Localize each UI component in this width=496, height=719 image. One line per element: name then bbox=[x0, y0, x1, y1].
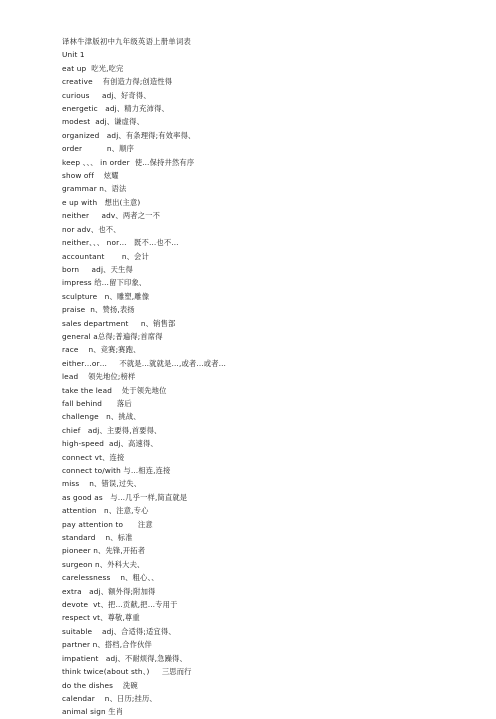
vocab-entry: as good as 与…几乎一样,简直就是 bbox=[62, 492, 188, 502]
vocab-entry: sales department n、销售部 bbox=[62, 318, 176, 328]
vocab-entry: creative 有创造力得;创造性得 bbox=[62, 77, 173, 87]
vocab-entry: born adj、天生得 bbox=[62, 264, 133, 274]
vocab-entry: impress 给…留下印象、 bbox=[62, 278, 147, 288]
vocab-entry: order n、顺序 bbox=[62, 144, 135, 154]
vocab-entry: challenge n、挑战、 bbox=[62, 412, 141, 422]
vocab-entry: animal sign 生肖 bbox=[62, 707, 124, 717]
vocab-entry: neither、、、 nor… 既不…也不… bbox=[62, 238, 179, 248]
vocab-entry: standard n、标准 bbox=[62, 533, 133, 543]
vocab-entry: sculpture n、雕塑,雕像 bbox=[62, 291, 150, 301]
vocab-entry: do the dishes 洗碗 bbox=[62, 680, 138, 690]
vocab-entry: think twice(about sth、) 三思而行 bbox=[62, 667, 192, 677]
vocab-entry: miss n、错误,过失、 bbox=[62, 479, 142, 489]
vocab-entry: high-speed adj、高速得、 bbox=[62, 439, 158, 449]
vocab-entry: calendar n、日历;挂历、 bbox=[62, 693, 157, 703]
unit-heading: Unit 1 bbox=[62, 50, 85, 60]
vocab-entry: show off 炫耀 bbox=[62, 171, 119, 181]
vocab-entry: energetic adj、精力充沛得、 bbox=[62, 104, 169, 114]
vocab-entry: accountant n、会计 bbox=[62, 251, 149, 261]
vocab-entry: lead 领先地位;榜样 bbox=[62, 372, 136, 382]
vocab-entry: keep 、、、 in order 使…保持井然有序 bbox=[62, 157, 195, 167]
vocab-entry: attention n、注意,专心 bbox=[62, 506, 149, 516]
vocab-entry: carelessness n、粗心、、 bbox=[62, 573, 159, 583]
vocab-entry: curious adj、好奇得、 bbox=[62, 90, 151, 100]
document-title: 译林牛津版初中九年级英语上册单词表 bbox=[62, 37, 192, 46]
vocab-entry: take the lead 处于领先地位 bbox=[62, 385, 167, 395]
vocab-entry: devote vt、把…贡献,把…专用于 bbox=[62, 600, 178, 610]
vocab-entry: pay attention to 注意 bbox=[62, 519, 153, 529]
vocab-entry: partner n、搭档,合作伙伴 bbox=[62, 640, 152, 650]
vocab-entry: e up with 想出(主意) bbox=[62, 197, 141, 207]
vocab-entry: chief adj、主要得,首要得、 bbox=[62, 425, 162, 435]
vocab-entry: pioneer n、先锋,开拓者 bbox=[62, 546, 146, 556]
vocab-entry: praise n、赞扬,表扬 bbox=[62, 305, 135, 315]
vocab-entry: surgeon n、外科大夫、 bbox=[62, 559, 145, 569]
vocab-entry: fall behind 落后 bbox=[62, 398, 132, 408]
vocab-entry: eat up 吃光,吃完 bbox=[62, 63, 124, 73]
vocab-entry: connect vt、连接 bbox=[62, 452, 125, 462]
vocab-entry: neither adv、两者之一不 bbox=[62, 211, 161, 221]
vocab-entry: extra adj、额外得;附加得 bbox=[62, 586, 156, 596]
vocab-entry: impatient adj、不耐烦得,急躁得、 bbox=[62, 653, 187, 663]
vocab-entry: suitable adj、合适得;适宜得、 bbox=[62, 626, 176, 636]
vocab-entry: either…or… 不就是…就就是…,或者…或者… bbox=[62, 358, 227, 368]
vocab-entry: respect vt、尊敬,尊重 bbox=[62, 613, 140, 623]
vocab-entry: connect to/with 与…相连,连接 bbox=[62, 466, 171, 475]
word-list bbox=[62, 35, 482, 719]
vocab-entry: organized adj、有条理得;有效率得、 bbox=[62, 130, 196, 140]
vocabulary-entries bbox=[62, 62, 482, 719]
vocab-entry: modest adj、谦虚得、 bbox=[62, 117, 145, 127]
vocab-entry: race n、竞赛;赛跑、 bbox=[62, 345, 141, 355]
vocab-entry: grammar n、语法 bbox=[62, 184, 127, 194]
vocab-entry: general a总得;普遍得;首席得 bbox=[62, 331, 163, 341]
vocab-entry: nor adv、也不、 bbox=[62, 224, 121, 234]
